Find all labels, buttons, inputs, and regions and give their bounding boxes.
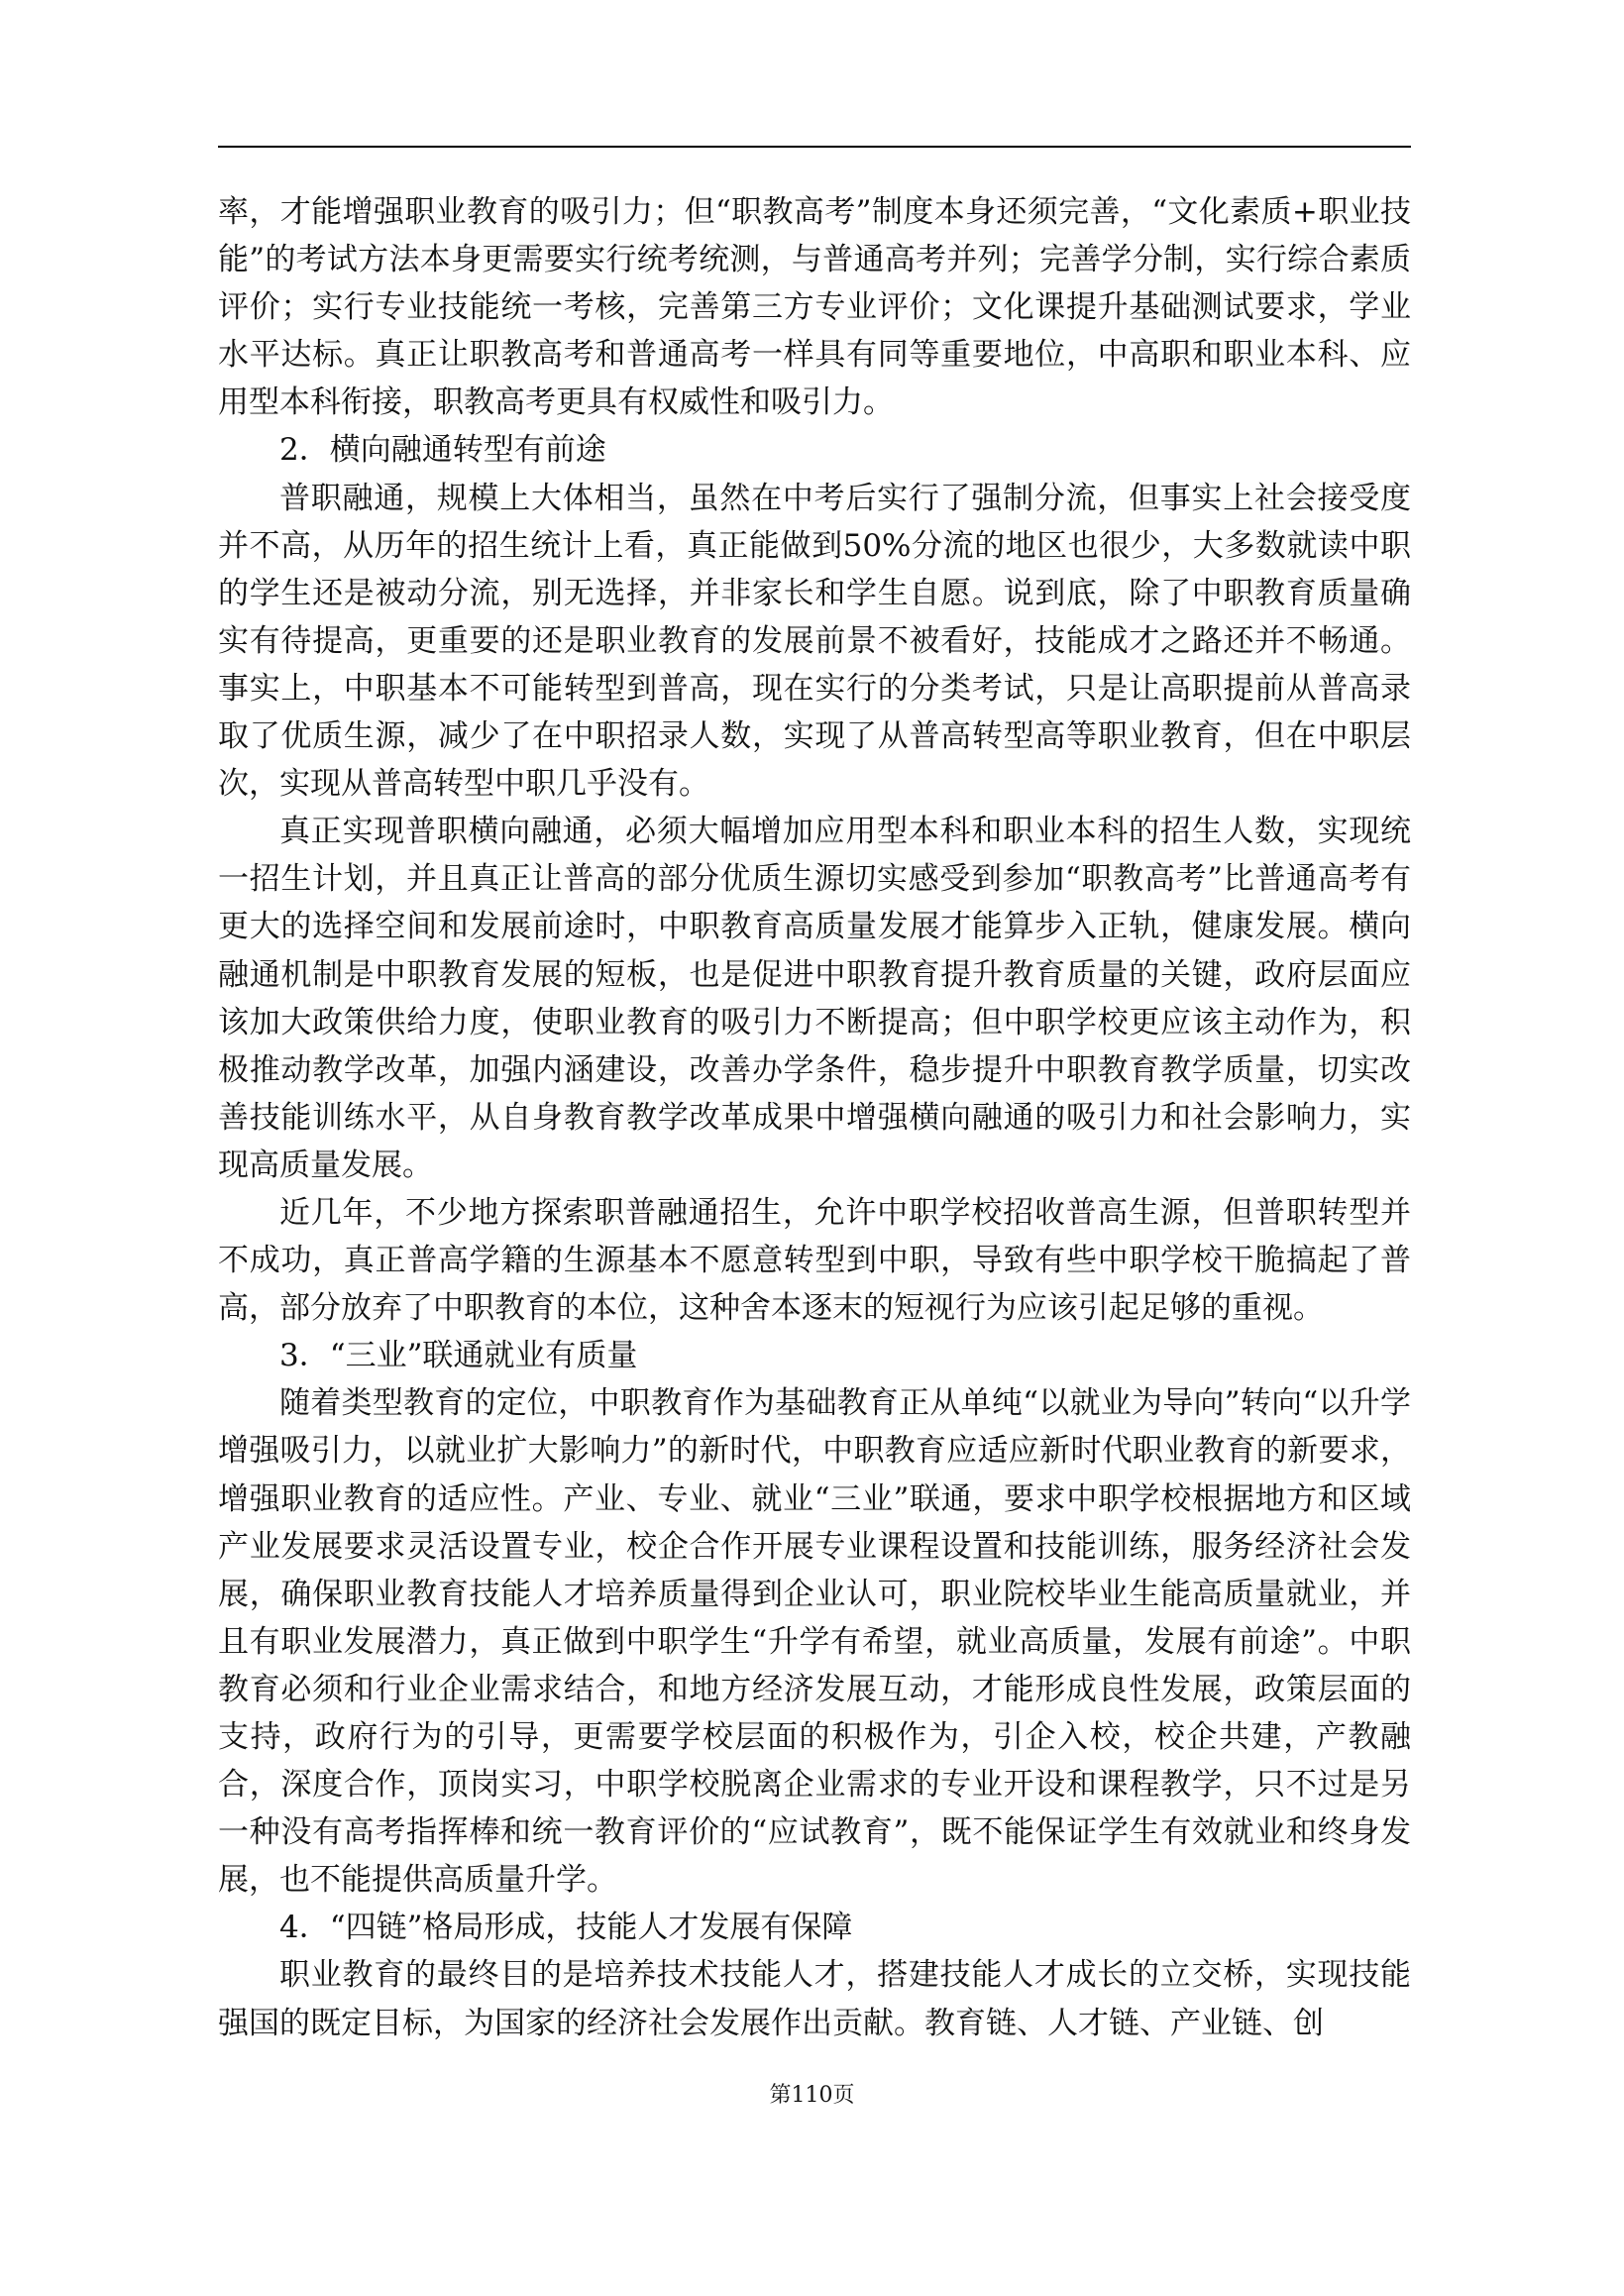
section-heading-3: 3．“三业”联通就业有质量 (279, 1338, 638, 1374)
header-rule (218, 146, 1411, 148)
paragraph: 职业教育的最终目的是培养技术技能人才，搭建技能人才成长的立交桥，实现技能强国的既定目标，为国家的经济社会发展作出贡献。教育链、人才链、产业链、创 (218, 1957, 1411, 2041)
paragraph: 随着类型教育的定位，中职教育作为基础教育正从单纯“以就业为导向”转向“以升学增强吸引力，以就业扩大影响力”的新时代，中职教育应适应新时代职业教育的新要求，增强职业教育的适应性。产业、专业、就业“三业”联通，要求中职学校根据地方和区域产业发展要求灵活设置专业，校企合作开展专业课程设置和技能训练，服务经济社会发展，确保职业教育技能人才培养质量得到企业认可，职业院校毕业生能高质量就业，并且有职业发展潜力，真正做到中职学生“升学有希望，就业高质量，发展有前途”。中职教育必须和行业企业需求结合，和地方经济发展互动，才能形成良性发展，政策层面的支持，政府行为的引导，更需要学校层面的积极作为，引企入校，校企共建，产教融合，深度合作，顶岗实习，中职学校脱离企业需求的专业开设和课程教学，只不过是另一种没有高考指挥棒和统一教育评价的“应试教育”，既不能保证学生有效就业和终身发展，也不能提供高质量升学。 (218, 1385, 1411, 1899)
paragraph: 普职融通，规模上大体相当，虽然在中考后实行了强制分流，但事实上社会接受度并不高，从历年的招生统计上看，真正能做到50%分流的地区也很少，大多数就读中职的学生还是被动分流，别无选择，并非家长和学生自愿。说到底，除了中职教育质量确实有待提高，更重要的还是职业教育的发展前景不被看好，技能成才之路还并不畅通。事实上，中职基本不可能转型到普高，现在实行的分类考试，只是让高职提前从普高录取了优质生源，减少了在中职招录人数，实现了从普高转型高等职业教育，但在中职层次，实现从普高转型中职几乎没有。 (218, 480, 1411, 803)
paragraph: 近几年，不少地方探索职普融通招生，允许中职学校招收普高生源，但普职转型并不成功，真正普高学籍的生源基本不愿意转型到中职，导致有些中职学校干脆搞起了普高，部分放弃了中职教育的本位，这种舍本逐末的短视行为应该引起足够的重视。 (218, 1194, 1411, 1327)
page-body (218, 188, 1411, 2047)
paragraph: 真正实现普职横向融通，必须大幅增加应用型本科和职业本科的招生人数，实现统一招生计划，并且真正让普高的部分优质生源切实感受到参加“职教高考”比普通高考有更大的选择空间和发展前途时，中职教育高质量发展才能算步入正轨，健康发展。横向融通机制是中职教育发展的短板，也是促进中职教育提升教育质量的关键，政府层面应该加大政策供给力度，使职业教育的吸引力不断提高；但中职学校更应该主动作为，积极推动教学改革，加强内涵建设，改善办学条件，稳步提升中职教育教学质量，切实改善技能训练水平，从自身教育教学改革成果中增强横向融通的吸引力和社会影响力，实现高质量发展。 (218, 814, 1411, 1183)
paragraph-continued: 率，才能增强职业教育的吸引力；但“职教高考”制度本身还须完善，“文化素质+职业技能”的考试方法本身更需要实行统考统测，与普通高考并列；完善学分制，实行综合素质评价；实行专业技能统一考核，完善第三方专业评价；文化课提升基础测试要求，学业水平达标。真正让职教高考和普通高考一样具有同等重要地位，中高职和职业本科、应用型本科衔接，职教高考更具有权威性和吸引力。 (218, 194, 1411, 421)
section-heading-2: 2．横向融通转型有前途 (279, 432, 606, 469)
page-number: 第110页 (769, 2083, 855, 2108)
section-heading-4: 4．“四链”格局形成，技能人才发展有保障 (279, 1910, 853, 1946)
